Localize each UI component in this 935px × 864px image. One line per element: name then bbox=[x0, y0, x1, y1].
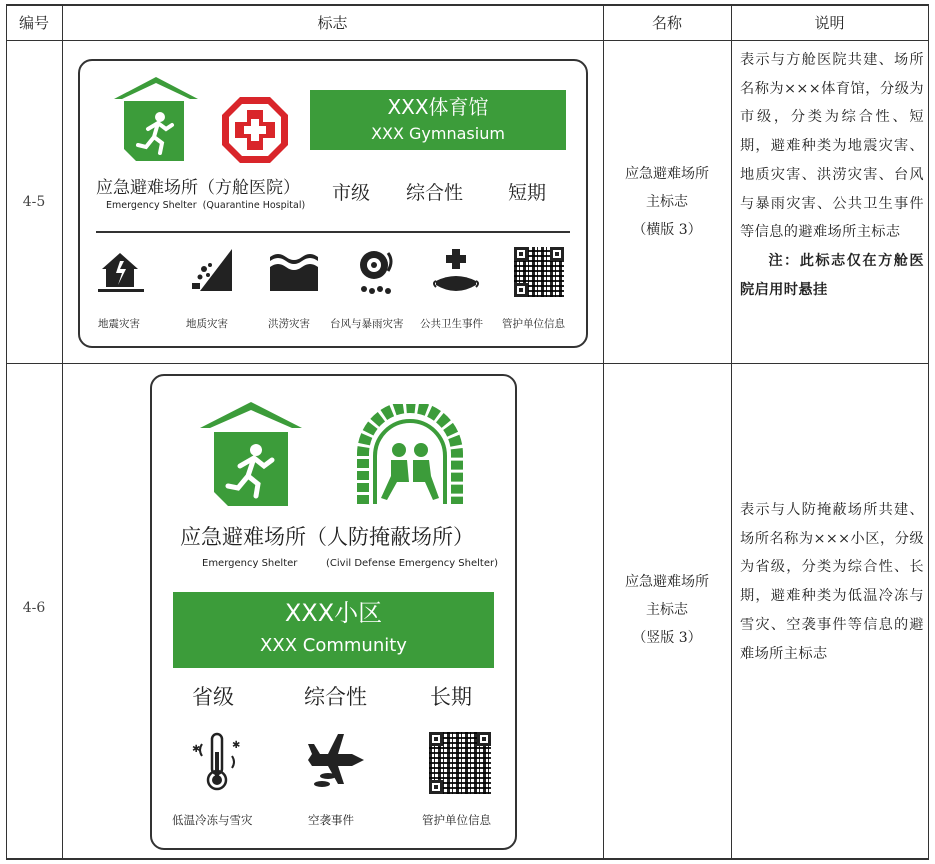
category-label: 综合性 bbox=[304, 685, 367, 709]
sign-title-en: Emergency Shelter (Quarantine Hospital) bbox=[106, 200, 306, 211]
row-id: 4-6 bbox=[22, 600, 46, 616]
venue-name-en: XXX Community bbox=[260, 635, 407, 656]
venue-name-cn: XXX小区 bbox=[284, 599, 383, 627]
landslide-icon bbox=[190, 247, 236, 293]
row-note: 注：此标志仅在方舱医院启用时悬挂 bbox=[740, 252, 924, 298]
row-description: 表示与人防掩蔽场所共建、场所名称为×××小区，分级为省级，分类为综合性、长期，避难种类为低温冷冻与雪灾、空袭事件等信息的避难场所主标志 bbox=[740, 502, 924, 662]
header-desc: 说明 bbox=[814, 13, 845, 32]
venue-name-en: XXX Gymnasium bbox=[371, 124, 505, 143]
hazard-label: 管护单位信息 bbox=[502, 318, 565, 330]
header-name: 名称 bbox=[651, 13, 682, 32]
sign-title-en: (Civil Defense Emergency Shelter) bbox=[326, 558, 499, 569]
air-raid-icon bbox=[308, 730, 368, 790]
header-id: 编号 bbox=[18, 13, 49, 32]
level-label: 市级 bbox=[332, 182, 371, 204]
category-label: 综合性 bbox=[406, 182, 464, 204]
hazard-label: 洪涝灾害 bbox=[268, 318, 310, 330]
shelter-sign-horizontal bbox=[78, 59, 588, 348]
row-name: 应急避难场所 主标志 （竖版 3） bbox=[625, 574, 709, 646]
divider bbox=[96, 231, 570, 233]
emergency-shelter-icon bbox=[200, 402, 302, 508]
header-sign: 标志 bbox=[317, 13, 348, 32]
public-health-icon bbox=[432, 247, 482, 297]
duration-label: 长期 bbox=[430, 685, 472, 709]
hazard-label: 地震灾害 bbox=[98, 318, 140, 330]
sign-title-cn: 应急避难场所（方舱医院） bbox=[96, 178, 300, 198]
hazard-label: 空袭事件 bbox=[308, 813, 354, 827]
svg-text:✱: ✱ bbox=[192, 744, 201, 755]
hazard-label: 公共卫生事件 bbox=[420, 318, 483, 330]
civil-defense-shelter-icon bbox=[357, 404, 463, 506]
venue-name-panel bbox=[173, 592, 494, 668]
shelter-sign-vertical bbox=[150, 374, 517, 850]
svg-text:✱: ✱ bbox=[232, 740, 241, 751]
hazard-label: 管护单位信息 bbox=[422, 813, 491, 827]
venue-name-panel bbox=[310, 90, 566, 150]
qr-code-icon bbox=[429, 732, 491, 794]
hazard-label: 地质灾害 bbox=[186, 318, 228, 330]
typhoon-rain-icon bbox=[352, 247, 400, 297]
sign-title-en: Emergency Shelter bbox=[202, 558, 298, 569]
sign-title-cn: 应急避难场所（人防掩蔽场所） bbox=[180, 525, 474, 549]
row-description: 表示与方舱医院共建、场所名称为×××体育馆，分级为市级，分类为综合性、短期，避难种类为地震灾害、地质灾害、洪涝灾害、台风与暴雨灾害、公共卫生事件等信息的避难场所主标志 注：此标志仅在方舱医院启用时悬挂 bbox=[740, 46, 924, 304]
qr-code-icon bbox=[514, 247, 564, 297]
hazard-label: 低温冷冻与雪灾 bbox=[172, 813, 253, 827]
row-name: 应急避难场所 主标志 （横版 3） bbox=[625, 166, 709, 238]
row-id: 4-5 bbox=[22, 194, 46, 210]
earthquake-icon bbox=[98, 247, 144, 293]
hazard-label: 台风与暴雨灾害 bbox=[330, 318, 404, 330]
duration-label: 短期 bbox=[508, 182, 547, 204]
flood-icon bbox=[270, 251, 318, 293]
hospital-cross-icon bbox=[220, 95, 290, 165]
venue-name-cn: XXX体育馆 bbox=[387, 95, 489, 119]
level-label: 省级 bbox=[192, 685, 234, 709]
emergency-shelter-icon bbox=[114, 77, 198, 163]
thermometer-snow-icon bbox=[188, 730, 246, 792]
